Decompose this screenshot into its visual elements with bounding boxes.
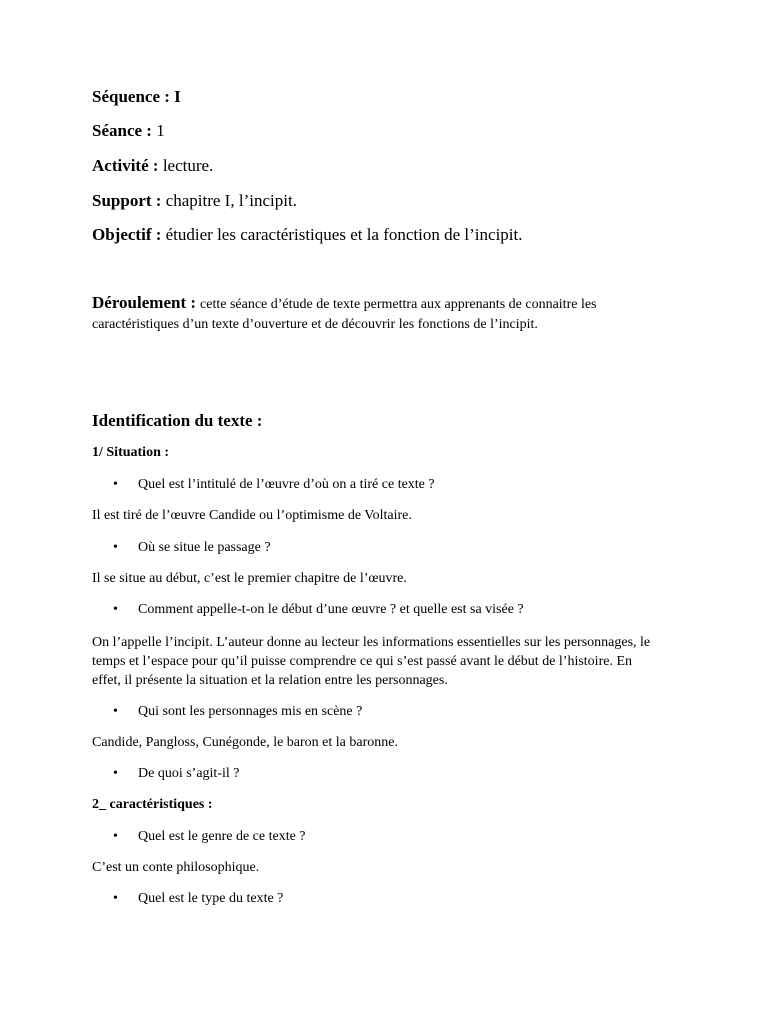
bullet-icon: • bbox=[113, 602, 118, 617]
activite-line bbox=[92, 156, 213, 176]
identification-title: Identification du texte : bbox=[92, 411, 263, 430]
question-6: Quel est le genre de ce texte ? bbox=[138, 829, 306, 844]
activite-value: lecture. bbox=[162, 156, 214, 175]
deroulement-label: Déroulement : bbox=[92, 293, 197, 312]
seance-line bbox=[92, 121, 165, 141]
objectif-value: étudier les caractéristiques et la fonction de l’incipit. bbox=[165, 225, 523, 244]
question-4: Qui sont les personnages mis en scène ? bbox=[138, 704, 363, 719]
section-caracteristiques-title: 2_ caractéristiques : bbox=[92, 797, 213, 812]
support-label: Support : bbox=[92, 191, 162, 210]
answer-2: Il se situe au début, c’est le premier chapitre de l’œuvre. bbox=[92, 571, 407, 586]
deroulement-text-1: cette séance d’étude de texte permettra aux apprenants de connaitre les bbox=[200, 297, 597, 312]
question-3: Comment appelle-t-on le début d’une œuvre ? et quelle est sa visée ? bbox=[138, 602, 524, 617]
support-line bbox=[92, 191, 297, 211]
deroulement-line1 bbox=[92, 293, 597, 313]
sequence-heading: Séquence : I bbox=[92, 87, 181, 106]
question-5: De quoi s’agit-il ? bbox=[138, 766, 240, 781]
answer-1: Il est tiré de l’œuvre Candide ou l’optimisme de Voltaire. bbox=[92, 508, 412, 523]
bullet-icon: • bbox=[113, 829, 118, 844]
bullet-icon: • bbox=[113, 766, 118, 781]
objectif-label: Objectif : bbox=[92, 225, 162, 244]
support-value: chapitre I, l’incipit. bbox=[165, 191, 297, 210]
bullet-icon: • bbox=[113, 477, 118, 492]
deroulement-text-2: caractéristiques d’un texte d’ouverture et de découvrir les fonctions de l’incipit. bbox=[92, 317, 538, 332]
answer-4: Candide, Pangloss, Cunégonde, le baron et la baronne. bbox=[92, 735, 398, 750]
activite-label: Activité : bbox=[92, 156, 159, 175]
bullet-icon: • bbox=[113, 540, 118, 555]
question-1: Quel est l’intitulé de l’œuvre d’où on a tiré ce texte ? bbox=[138, 477, 435, 492]
bullet-icon: • bbox=[113, 891, 118, 906]
bullet-icon: • bbox=[113, 704, 118, 719]
deroulement-line2 bbox=[92, 317, 538, 333]
answer-3: On l’appelle l’incipit. L’auteur donne au lecteur les informations essentielles sur les personnages, le temps et l’espace pour qu’il puisse comprendre ce qui s’est passé avant le début de l’histoire. En effet, il présente la situation et la relation entre les personnages. bbox=[92, 635, 651, 688]
objectif-line bbox=[92, 225, 523, 245]
seance-label: Séance : bbox=[92, 121, 152, 140]
answer-6: C’est un conte philosophique. bbox=[92, 860, 260, 875]
section-situation-title: 1/ Situation : bbox=[92, 445, 170, 460]
seance-value: 1 bbox=[156, 121, 165, 140]
question-7: Quel est le type du texte ? bbox=[138, 891, 284, 906]
question-2: Où se situe le passage ? bbox=[138, 540, 271, 555]
